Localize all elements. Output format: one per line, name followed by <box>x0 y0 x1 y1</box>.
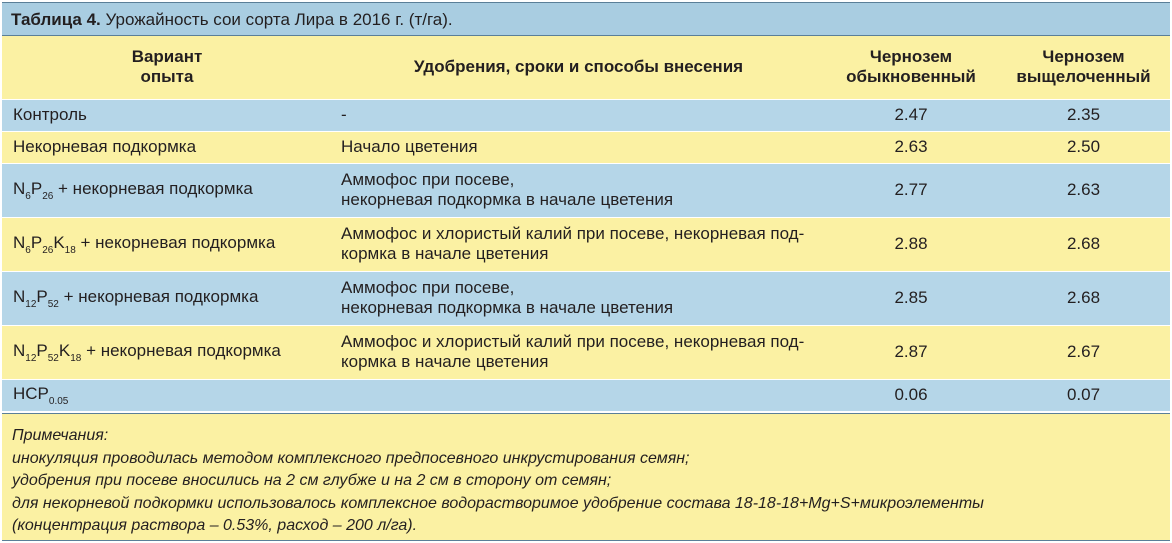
fertilizer-line: Аммофос при посеве, <box>341 170 515 189</box>
variant-cell <box>2 131 332 163</box>
phosphorus-dose: 26 <box>42 190 54 202</box>
table-header-row <box>2 36 1170 99</box>
variant-cell: $N_6P_{26}K_{18}$ + некорневая подкормка <box>13 232 276 256</box>
variant-subscript: 0.05 <box>48 395 69 407</box>
header-fertilizers: Удобрения, сроки и способы внесения <box>413 57 744 77</box>
variant-label: Контроль <box>13 105 87 124</box>
phosphorus-dose: 52 <box>47 352 59 364</box>
fertilizer-line: кормка в начале цветения <box>341 244 549 263</box>
variant-suffix: + некорневая подкормка <box>53 178 253 198</box>
table-row <box>2 131 1170 163</box>
phosphorus-dose: 52 <box>47 298 59 310</box>
fertilizer-line: некорневая подкормка в начале цветения <box>341 190 674 209</box>
table-title: Урожайность сои сорта Лира в 2016 г. (т/га). <box>105 10 453 29</box>
fertilizer-cell <box>332 163 825 217</box>
fertilizer-line: - <box>341 105 347 124</box>
variant-cell: $N_{12}P_{52}K_{18}$ + некорневая подкормка <box>13 340 281 364</box>
variant-cell: $N_{12}P_{52}$ + некорневая подкормка <box>13 286 259 310</box>
table-caption <box>2 2 1170 36</box>
variant-cell: $N_6P_{26}$ + некорневая подкормка <box>13 178 253 202</box>
note-line: для некорневой подкормки использовалось комплексное водорастворимое удобрение состава 18-18-18+Mg+S+микроэлементы <box>12 494 984 512</box>
table-row <box>2 99 1170 131</box>
table-row <box>2 163 1170 217</box>
nitrogen-dose: 6 <box>25 190 31 202</box>
yield-leached: 0.07 <box>1066 385 1101 404</box>
nitrogen-dose: 12 <box>25 298 37 310</box>
variant-label: Некорневая подкормка <box>13 137 197 156</box>
nitrogen-dose: 6 <box>25 244 31 256</box>
variant-suffix: + некорневая подкормка <box>75 232 276 252</box>
fertilizer-cell <box>332 217 825 271</box>
variant-cell <box>2 99 332 131</box>
note-line: (концентрация раствора – 0.53%, расход – 200 л/га). <box>12 517 418 534</box>
yield-ordinary: 0.06 <box>894 385 928 404</box>
yield-ordinary: 2.77 <box>894 180 928 199</box>
yield-leached: 2.67 <box>1066 342 1101 361</box>
table-row <box>2 217 1170 271</box>
yield-ordinary: 2.63 <box>894 137 928 156</box>
fertilizer-line: Аммофос при посеве, <box>341 278 515 297</box>
fertilizer-cell <box>332 99 825 131</box>
potassium-dose: 18 <box>64 244 76 256</box>
table-number: Таблица 4. <box>11 10 101 29</box>
table-row <box>2 379 1170 411</box>
nitrogen-dose: 12 <box>25 352 37 364</box>
yield-ordinary: 2.47 <box>894 105 928 124</box>
yield-ordinary: 2.87 <box>894 342 928 361</box>
phosphorus-dose: 26 <box>42 244 54 256</box>
variant-cell <box>2 379 332 411</box>
yield-leached: 2.50 <box>1066 137 1101 156</box>
yield-ordinary: 2.85 <box>894 288 928 307</box>
fertilizer-line: кормка в начале цветения <box>341 352 549 371</box>
table-notes <box>2 413 1170 541</box>
variant-suffix: + некорневая подкормка <box>81 340 281 360</box>
fertilizer-cell <box>332 325 825 379</box>
notes-heading: Примечания: <box>12 427 109 444</box>
variant-suffix: + некорневая подкормка <box>58 286 259 306</box>
fertilizer-line: Начало цветения <box>341 137 478 156</box>
yield-ordinary: 2.88 <box>894 234 928 253</box>
header-variant: Вариант опыта <box>131 47 203 87</box>
variant-label: НСР <box>13 383 49 403</box>
fertilizer-line: Аммофос и хлористый калий при посеве, некорневая под- <box>341 332 805 351</box>
fertilizer-line: некорневая подкормка в начале цветения <box>341 298 674 317</box>
yield-leached: 2.68 <box>1066 288 1101 307</box>
table-row <box>2 325 1170 379</box>
yield-leached: 2.63 <box>1066 180 1101 199</box>
header-soil-ordinary: Чернозем обыкновенный <box>846 47 976 87</box>
fertilizer-cell <box>332 131 825 163</box>
header-soil-leached: Чернозем выщелоченный <box>1016 47 1151 87</box>
yield-table <box>2 36 1170 412</box>
fertilizer-cell <box>332 271 825 325</box>
note-line: инокуляция проводилась методом комплексного предпосевного инкрустирования семян; <box>12 449 690 467</box>
note-line: удобрения при посеве вносились на 2 см глубже и на 2 см в сторону от семян; <box>12 472 612 489</box>
table-row <box>2 271 1170 325</box>
fertilizer-line: Аммофос и хлористый калий при посеве, некорневая под- <box>341 224 805 243</box>
yield-leached: 2.35 <box>1066 105 1101 124</box>
fertilizer-cell <box>332 379 825 411</box>
yield-leached: 2.68 <box>1066 234 1101 253</box>
potassium-dose: 18 <box>70 352 82 364</box>
